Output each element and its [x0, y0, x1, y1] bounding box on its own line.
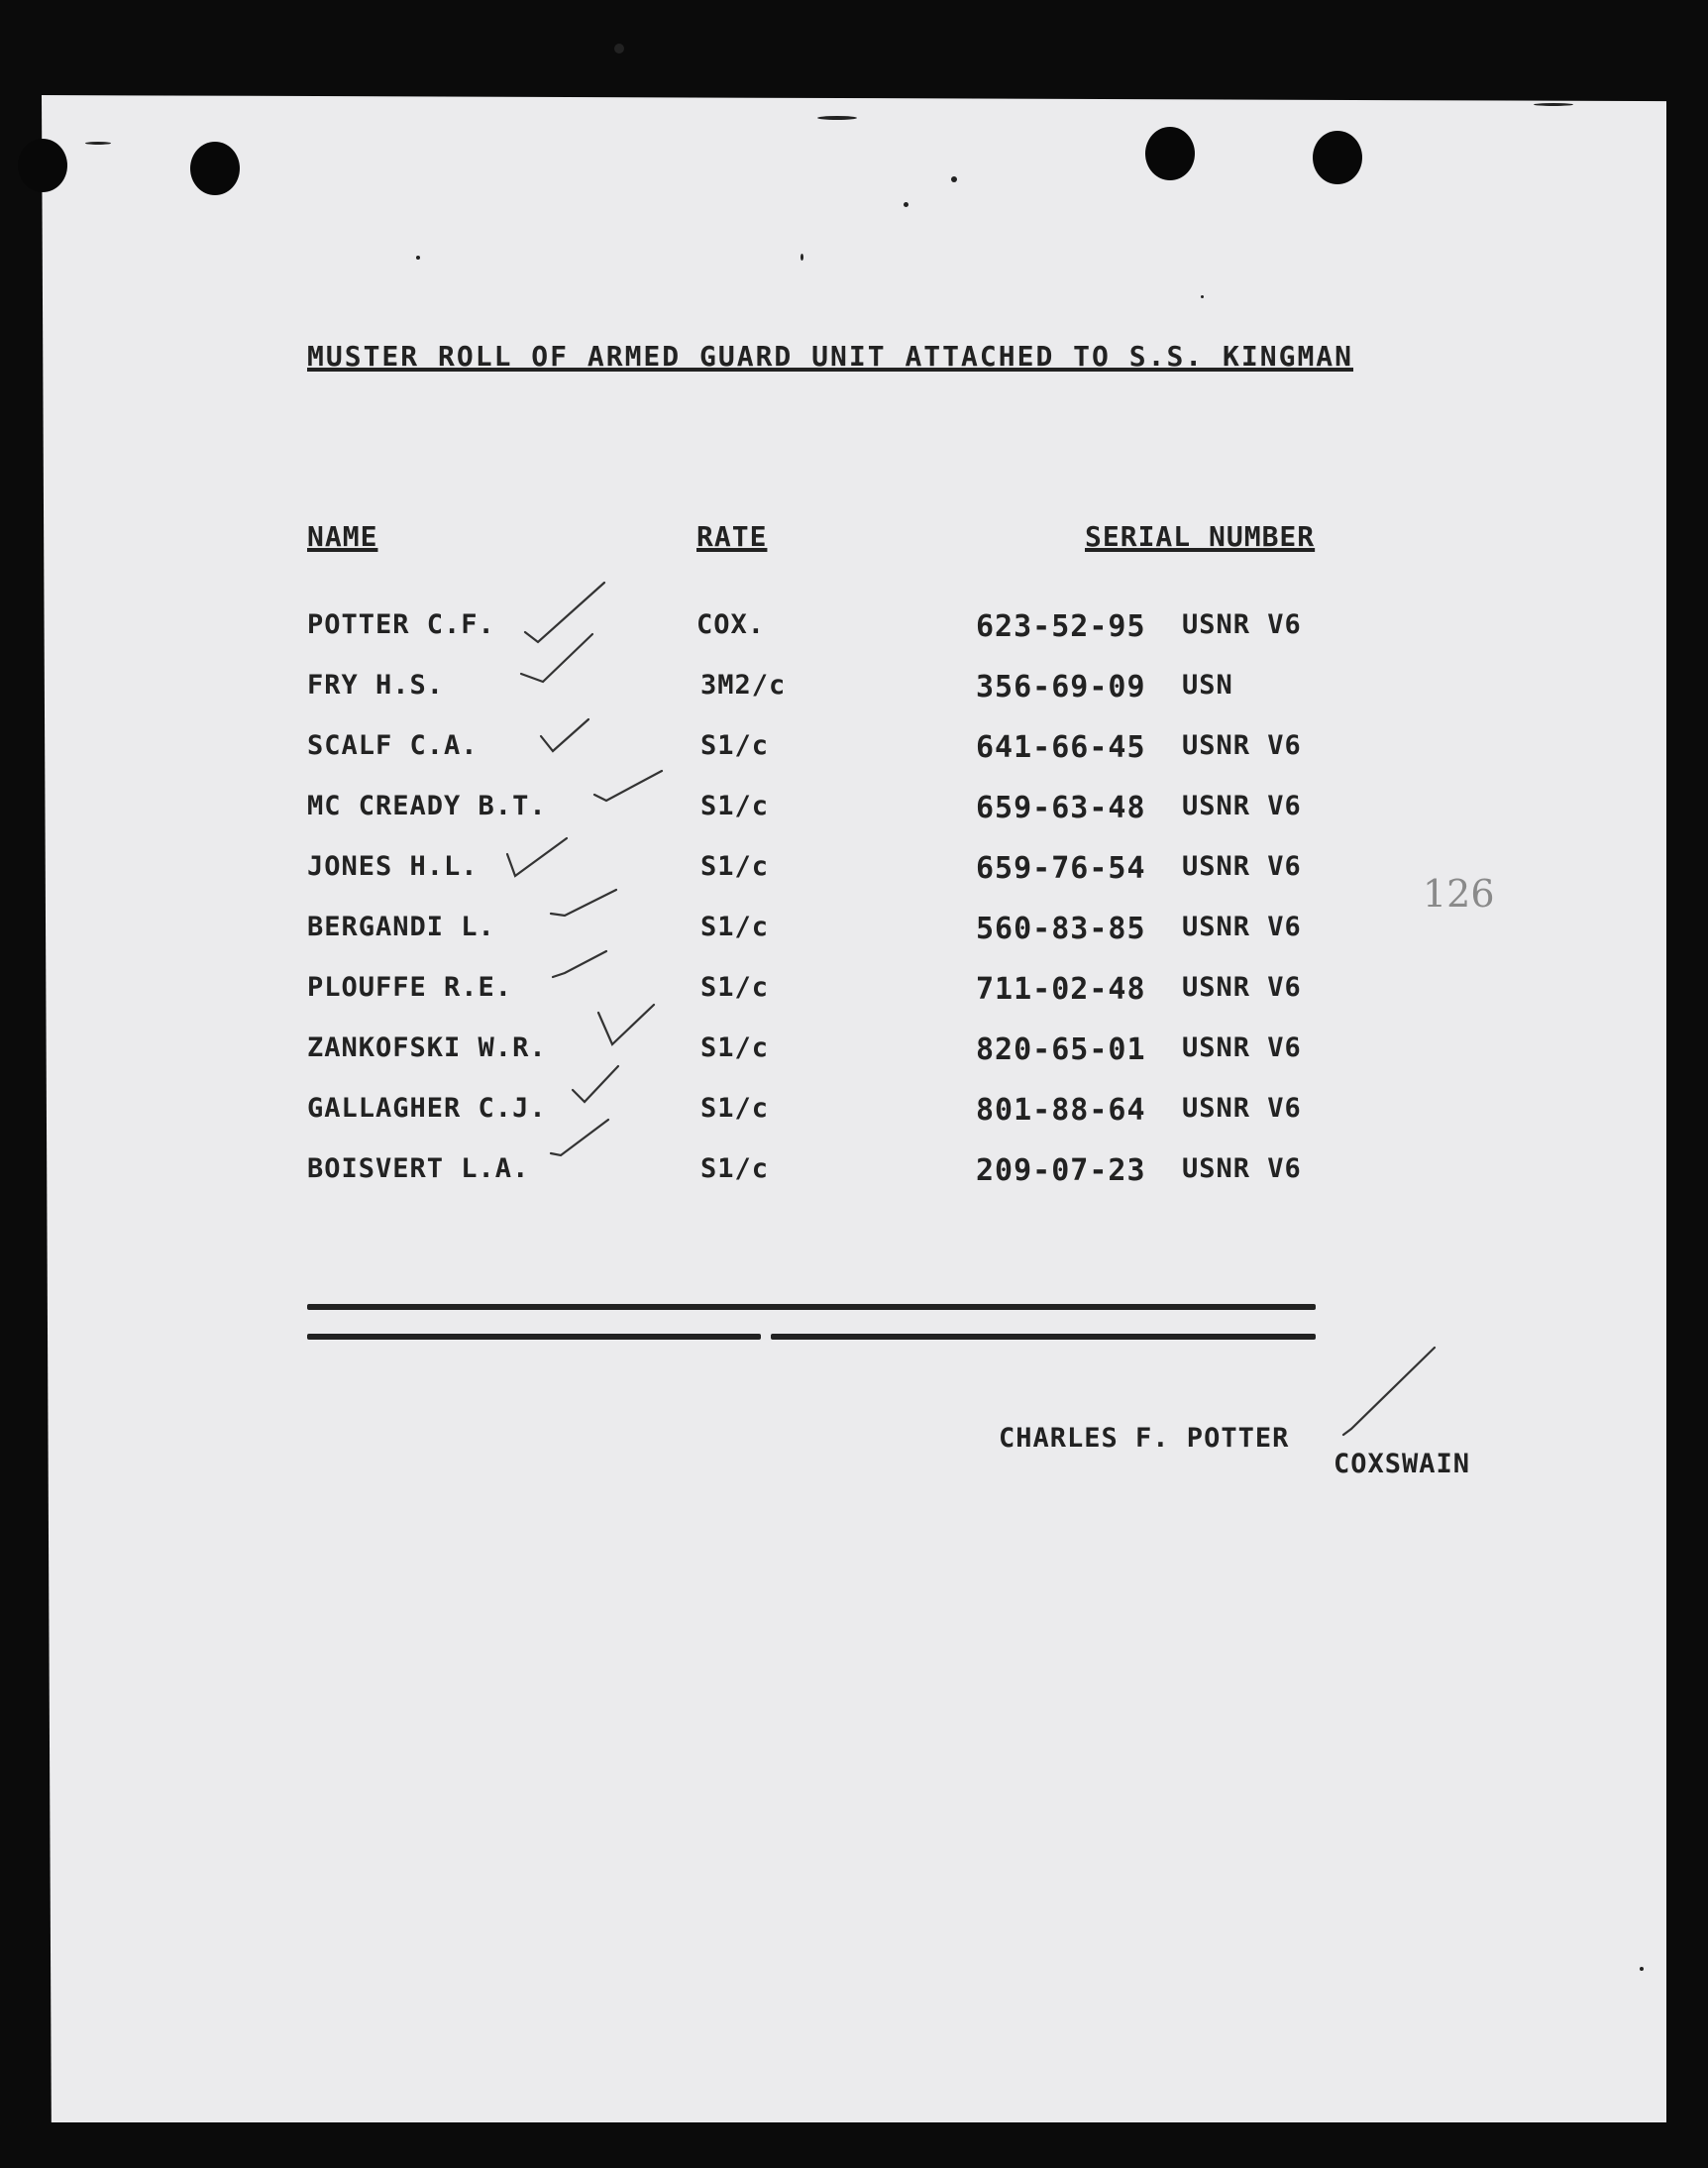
crew-name: PLOUFFE R.E.	[307, 972, 513, 1003]
crew-rate: S1/c	[700, 730, 770, 761]
crew-rate: COX.	[696, 609, 766, 640]
crew-serial: 820-65-01	[976, 1032, 1146, 1067]
ink-speck	[85, 142, 111, 145]
crew-serial: 623-52-95	[976, 609, 1146, 644]
ink-speck	[1201, 295, 1204, 298]
crew-branch: USNR V6	[1182, 1032, 1302, 1063]
crew-branch: USNR V6	[1182, 791, 1302, 821]
punch-hole	[18, 139, 67, 192]
crew-rate: S1/c	[700, 851, 770, 882]
signature-name: CHARLES F. POTTER	[999, 1423, 1290, 1454]
crew-rate: S1/c	[700, 1153, 770, 1184]
crew-name: POTTER C.F.	[307, 609, 495, 640]
crew-rate: S1/c	[700, 791, 770, 821]
crew-serial: 659-76-54	[976, 851, 1146, 886]
ink-speck	[1534, 103, 1573, 106]
signature-title: COXSWAIN	[1334, 1449, 1471, 1479]
header-serial-number: SERIAL NUMBER	[1085, 520, 1316, 553]
crew-branch: USNR V6	[1182, 972, 1302, 1003]
header-rate: RATE	[696, 520, 768, 553]
header-name: NAME	[307, 520, 378, 553]
crew-serial: 801-88-64	[976, 1093, 1146, 1128]
ink-speck	[1640, 1967, 1644, 1971]
crew-name: FRY H.S.	[307, 670, 445, 701]
crew-serial: 356-69-09	[976, 670, 1146, 705]
crew-name: BERGANDI L.	[307, 912, 495, 942]
crew-branch: USNR V6	[1182, 1093, 1302, 1124]
divider-line	[307, 1304, 1316, 1310]
document-title: MUSTER ROLL OF ARMED GUARD UNIT ATTACHED TO S.S. KINGMAN	[307, 340, 1354, 373]
crew-name: JONES H.L.	[307, 851, 479, 882]
crew-branch: USNR V6	[1182, 609, 1302, 640]
crew-name: BOISVERT L.A.	[307, 1153, 530, 1184]
ink-speck	[416, 256, 420, 260]
crew-serial: 659-63-48	[976, 791, 1146, 825]
crew-rate: S1/c	[700, 1032, 770, 1063]
page-number-stamp: 126	[1423, 872, 1495, 916]
ink-speck	[951, 176, 957, 182]
crew-name: SCALF C.A.	[307, 730, 479, 761]
crew-rate: S1/c	[700, 972, 770, 1003]
ink-speck	[817, 116, 857, 120]
crew-serial: 711-02-48	[976, 972, 1146, 1007]
punch-hole	[190, 142, 240, 195]
crew-rate: S1/c	[700, 912, 770, 942]
crew-name: MC CREADY B.T.	[307, 791, 547, 821]
crew-branch: USN	[1182, 670, 1233, 701]
ink-speck	[801, 254, 803, 261]
punch-hole	[1313, 131, 1362, 184]
crew-serial: 560-83-85	[976, 912, 1146, 946]
crew-branch: USNR V6	[1182, 851, 1302, 882]
ink-speck	[904, 202, 908, 207]
crew-serial: 641-66-45	[976, 730, 1146, 765]
crew-branch: USNR V6	[1182, 912, 1302, 942]
crew-rate: S1/c	[700, 1093, 770, 1124]
divider-line	[307, 1334, 761, 1340]
crew-branch: USNR V6	[1182, 730, 1302, 761]
crew-serial: 209-07-23	[976, 1153, 1146, 1188]
crew-rate: 3M2/c	[700, 670, 787, 701]
divider-line	[771, 1334, 1316, 1340]
ink-speck	[614, 44, 624, 54]
crew-name: ZANKOFSKI W.R.	[307, 1032, 547, 1063]
paper-sheet	[42, 95, 1666, 2122]
crew-name: GALLAGHER C.J.	[307, 1093, 547, 1124]
crew-branch: USNR V6	[1182, 1153, 1302, 1184]
punch-hole	[1145, 127, 1195, 180]
